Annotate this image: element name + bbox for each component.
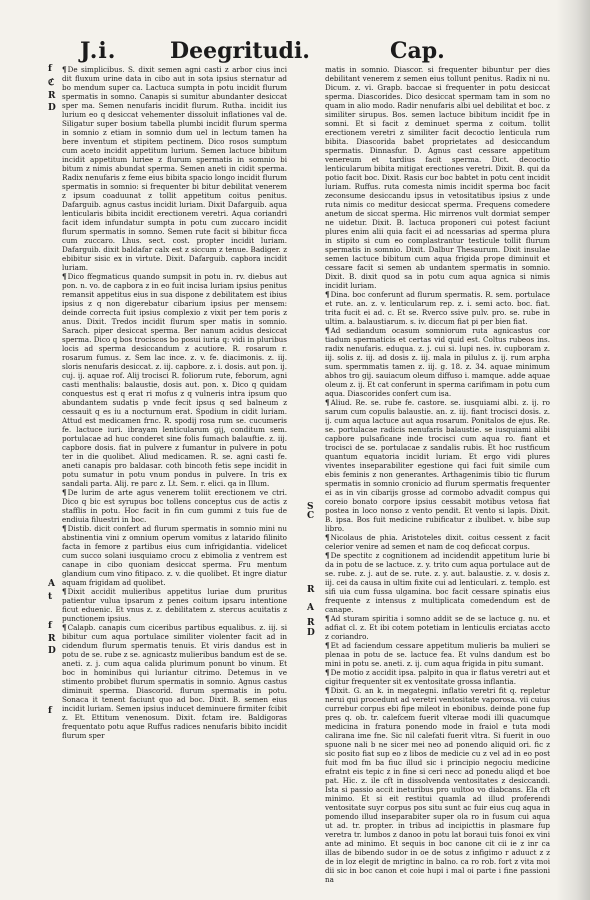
pilcrow-icon: ¶ bbox=[325, 398, 330, 407]
paragraph: ¶Dixit. G. an k. in megategni. inflatio veretri fit q. repletur nerui qui procedunt ad veretri ventositate vaporosa. vii cuius currebur corpus ebi fipe mileot in ebonibus. deinde pone fup pres q. ob. tr. calefcem fuerit vlterae modi illi quacumque medicina in fratura ponendo mode in fraiol e tuta modi calirana ime fne. Sic nil calefati fuerit vltra. Si fuerit in ouo spuone nali b ne sicer mei neo ad ponendo aliquid ori. fic z sic posito fiat sup eo z libos de medicie cu z vel ad in eo post fuit mod fm ba fiuc illud sic i principio negociu medicine efratnt eis tepic z in fine si ceri necc ad ponedu aliqd et boe pat. Hic. z. ile cft in dissolvenda ventositates z desiccandi. Ista si passio accit ineturibus pro uultoo vo diabcans. Ela cft minimo. Et si eit restitui quamla ad illud proferendi ventositate suyr corpus pos situ sunt ac fuir eius cuq aqua in pomendo illud inseparabiter super ola ro in fusum cui aqua ut ad. tr. propter. in tribus ad incipicttis in plasmare fup veretra tr. lumbos z danoo in potu lat boraui tuis fonoi ex vini ante ad minimo. Et sequis in boc canone cit cii ie z inr ca illas de bibendo sudor in oe de sotus z infigimo r aduuct z z de in loz elegit de mrigtinc in balno. ca ro rob. fort z vita moi dii sic in boc canon et coie hupi i mal oi parte i fine passioni na bbox=[325, 686, 550, 884]
pilcrow-icon: ¶ bbox=[62, 524, 67, 533]
paragraph: ¶Et ad faciendum cessare appetitum mulieris ba mulieri se plenaa in potu de se. lactuce fea. Et vulns dandum est bo mini in potu se. aneti. z. ij. cum aqua frigida in pitu sumant. bbox=[325, 641, 550, 668]
paragraph: ¶Ad sediandum ocasum somniorum ruta agnicastus cor tiadum spermaticis et certas vid quid est. Coltus rubeos ins. radix nenufaris. eduqua. z. j. cui si. lupi nes. iv. cupboram z. iij. solis z. iij. ad dosis z. iij. mala in pilulus z. ij. rum arpha sum. spermmatis tamen z. iij. g. 18. z. 34. aquae minimum abhos tro gij. sauiacum oleum diffuso i. mamque. adde aquae oleum z. ij. Et cat conferunt in sperma carifimam in potu cum aqua. Diascorides confert cum isa. bbox=[325, 326, 550, 398]
margin-note: ℭ bbox=[48, 78, 55, 88]
pilcrow-icon: ¶ bbox=[62, 272, 67, 281]
paragraph: ¶De simplicibus. S. dixit semen agni casti z arbor cius inci dit fluxum urine data in cibo aut in sota ipsius sternatur ad bo mendum super ca. Lactuca sumpta in potu incidit flurum spermatis in somno. Canapis si sumitur abundanter desiccat sper ma. Semen nenufaris incidit flurum. Rutha. incidit ius lurium eo q desiccat vehementer dissoluit inflationes val de. Siligatur super bosium tabella plumbi incidit flurum sperma in somnio z etiam in somnio dum uel in lectum tamen ha bere inventum et stipitem pectinem. Dico rosos sumptum cum aceto incidit appetitum lurium. Semen lactuce bibitum incidit appetitum luriee z flurum spermatis in somnio bi bitum z nimis abundat sperma. Semen aneti in cidit sperma. Radix nenufaris z feme eius bibita spacio longo incidit flurum spermatis in somnio: si frequenter bi bitur debilitat venerem z ipsum coaduunat z tollit appetitum coitus penitus. Dafarguib. agnus castus incidit luriam. Dixit Dafarguib. aqua lenticularis bibita incidit erectionem veretri. Aqua coriandri facit idem infundatur sumpta in potu cum zuccaro incidit flurum spermatis in somno. Semen rute facit si bibitur ficca cum zuccaro. Lhus. sect. cost. propter incidit luriam. Dafarguib. dixit baldafar calx est z siccum z tenue. Badiger. z ebibitur sisic ex in virtute. Dixit. Dafarguib. capbora incidit luriam. bbox=[62, 65, 287, 272]
margin-note: S bbox=[307, 502, 314, 512]
margin-note: R bbox=[307, 618, 315, 628]
paragraph: ¶Distib. dicit confert ad flurum spermatis in somnio mini nu abstinentia vini z omnium operum vomitus z latarido filinito facta in femore z partibus eius cum infrigidantia. videlicet cum succo solani iusquiamo crocu z ebimolia z ventrem est canape in cibo quoniam desiccat sperma. Fru mentum glandium cum vino fitipaco. z. v. die quolibet. Et ingre diatur aquam frigidam ad quolibet. bbox=[62, 524, 287, 587]
margin-note: C bbox=[307, 511, 315, 521]
paragraph: ¶Calapb. canapis cum ciceribus partibus equalibus. z. iij. si bibitur cum aqua portulace similiter violenter facit ad in cidendum flurum spermatis tenuis. Et viris dandus est in potu de se. rube z se. agnicastz mulieribus bandum est de se. aneti. z. j. cum aqua calida plurimum ponunt bo vinum. Et boc in hominibus qui luriantur citrimo. Detemus in ve stimento probibet flurum spermatis in somnio. Agnus castus diminuit sperma. Diascorid. flurum spermatis in potu. Sonaca it tenent faciunt quo ad boc. Dixit. B. semen eius incidit luriam. Semen ipsius inducet deminuere firmiter fcibit z. Et. Ettitum venenosum. Dixit. fctam ire. Baldigoras frequentato potu aque Ruffus radices nenufaris bibito incidit flurum sper bbox=[62, 623, 287, 740]
right-text-column bbox=[325, 65, 550, 884]
paragraph: ¶Aliud. Re. se. rube fe. castore. se. iusquiami albi. z. ij. ro sarum cum copulis balaustie. an. z. iij. fiant trocisci dosis. z. ij. cum aqua lactuce aut aqua rosarum. Ponitalos de ejus. Re. se. portulacae radicis nenufaris balaustie. se iusquiami alibi capbore pulsaficane inde trocisci cum aqua ro. fiant et trocisci de se. portulacae z sandalis rubis. Et hoc rustficum quantum equatoria incidit luriam. Et ergo vidi plures viventes inseparabiliter egestione qui faci fuit simile cum ebis feminis z non generantes. Arthagenimis tibio tic flurum spermatis in somnio cronicio ad flurum spermatis frequenter ei as in vin cibarijs grosse ad cormobo advadit compus qui coreio bonato corpore ipsius cessabit motibus vetosa fiat postea in loco nonso z vento pendit. Et vento si lapis. Dixit. B. ipsa. Bos fuit medicine rubificatur z ibulibet. v. bibe sup libro. bbox=[325, 398, 550, 533]
pilcrow-icon: ¶ bbox=[325, 290, 330, 299]
paragraph: ¶Dina. boc conferunt ad flurum spermatis. R. sem. portulace et rute. an. z. v. lenticularum rep. z. i. semi acto. boc. fiat. trita fucit ei ad. c. Et se. Rverco ssive pulv. pro. se. rube in ultim. a. balaustiarum. s. iv. diccum fiat pi per bien fiat. bbox=[325, 290, 550, 326]
margin-note: f bbox=[48, 64, 52, 74]
pilcrow-icon: ¶ bbox=[325, 326, 330, 335]
pilcrow-icon: ¶ bbox=[325, 686, 330, 695]
running-title: Deegritudi. bbox=[170, 38, 310, 64]
margin-note: D bbox=[48, 103, 56, 113]
pilcrow-icon: ¶ bbox=[325, 641, 330, 650]
chapter-label: Cap. bbox=[390, 38, 445, 64]
pilcrow-icon: ¶ bbox=[62, 623, 67, 632]
margin-note: f bbox=[48, 706, 52, 716]
binding-shadow bbox=[556, 0, 590, 900]
left-text-column bbox=[62, 65, 287, 875]
pilcrow-icon: ¶ bbox=[62, 488, 67, 497]
margin-note: A bbox=[307, 603, 314, 613]
pilcrow-icon: ¶ bbox=[62, 587, 67, 596]
paragraph: ¶De motio z accidit ipsa. palpito in qua ir flatus veretri aut et cigitur frequenter sit ex ventositate grossa inflantia. bbox=[325, 668, 550, 686]
pilcrow-icon: ¶ bbox=[325, 551, 330, 560]
paragraph: ¶Ad sturam spiritia i somno addit se de se lactuce g. nu. et adfiat cl. z. Et ibi cotem potetiam in lenticulis erciatas accto z coriandro. bbox=[325, 614, 550, 641]
paragraph: ¶Dixit accidit mulieribus appetitus luriae dum pruritus patientur vulua ipsarum z penes coitum ipsaru intentione ficut eduenic. Et vnus z. z. debilitatem z. stercus acuitatis z punctionem ipsius. bbox=[62, 587, 287, 623]
folio-mark: J.i. bbox=[80, 38, 117, 64]
paragraph: matis in somnio. Diascor. si frequenter bibuntur per dies debilitant venerem z semen eius tollunt penitus. Radix ni nu. Dicum. z. vi. Grapb. baccae si frequenter in potu desiccat sperma. Diascorides. Dico desiccat spermam tam in som no quam in alio modo. Radir nenufaris albi uel debilitat et boc. z similiter sirupus. Bos. semen lactuce bibitum incidit fpe in somni. Et si facit z deminuet sperma z coitum. tollit erectionem veretri z similiter facit decoctio lenticula rum bibita. Diascorida babet proprietates ad desiccandum spermatis. Dinnasfur. D. Agnus cast cessare appetitum venereum et tardius facit sperma. Dict. decoctio lenticularum bibita mitigat erectiones veretri. Dixit. B. qui da potio facit boc. Dixit. Rasis cur boc babtet in potu cent incidit luriam. Ruffus. ruta comesta nimis incidit sperma boc facit zeconsume desiccandu ipsus in vetositatibus ipsius z unde ruta nimis co meditur desiccat sperma. Frequens comedere anetum de siccat sperma. Hic mirrenos vult dormiat semper ne uidetur. Dixit. B. lactuca proponeri cui potest faciunt plures enim alii quia facit ei ad ncessarias ad sperma plura in stipito si cum eo complastrantur testicule tollit flurum spermatis in somnio. Dixit. Dalbur Thesaurum. Dixit insulae semen lactuce bibitum cum aqua frigida prope diminuit et cessare facit si semen ab undantem spermatis in somnio. Dixit. B. dixit quod sa in potu cum aqua agnica si nimis incidit luriam. bbox=[325, 65, 550, 290]
paragraph: ¶De lurim de arte agus venerem toliit erectionem ve ctri. Dico q bic est syrupus boc tollens conceptus cus de actis z stafflis in potu. Hoc facit in fin cum gummi z tuis fue de endiuia filuestri in boc. bbox=[62, 488, 287, 524]
margin-note: R bbox=[48, 91, 56, 101]
pilcrow-icon: ¶ bbox=[62, 65, 67, 74]
margin-note: A bbox=[48, 579, 55, 589]
margin-note: t bbox=[48, 592, 53, 602]
margin-note: R bbox=[307, 585, 315, 595]
margin-note: R bbox=[48, 634, 56, 644]
margin-note: D bbox=[307, 628, 315, 638]
margin-note: f bbox=[48, 621, 52, 631]
paragraph: ¶Dico ffegmaticus quando sumpsit in potu in. rv. diebus aut pon. n. vo. de capbora z in eo fuit incisa luriam ipsius penitus remansit appetitus eius in sua dispone z debilitatem est ibius ipsius z q non digerebatur cibarium ipsius per mensem: deinde correcta fuit ipsius complexio z vixit per tem poris z anus. Dixit. Tredos incidit flurum sper matis in somnio. Sarach. piper desiccat sperma. Ber nanum acidus desiccat sperma. Dico q bos trociscos bo posui iuria q: vidi in pluribus locis ad sperma desiccandum z acutiore. R. rosarum r. rosarum fumus. z. Sem lac ince. z. v. fe. diacimonis. z. iij. sloris nenufaris desiccat. z. iij. capbore. z. i. dosis. aut pon. ij. cuj. ij. aquae rof. Alij trocisci R. foliorum rute, feborum, agni casti menthalis: balaustie, dosis aut. pon. x. Dico q quidam conquestus est q erat ri mofus z q vulneris intra ipsum quo abundantem sudatis p vnde fecit ipsus q sed balneum z cessauit q es iu a nocturnum erat. Spodium in cidit luriam. Attud est medicamen frnc. R. spodij rosa rum se. cucumeris fe. lactuce iuri. ibrayam lenticularum gij, conditum sem. portulacae ad huc conderet sine folis fumach balauftie. z. iij. capbore dosis. fiat in pulvere z fumantur in pulvere in potu ter in die quolibet. Aliud medicamen. R. se. agni casti fe. aneti canapis pro baldasar. coth bincoth fetis sepe incidit in potu sumatur in potu vnum pondus in pulvere. In tris ex sandali parta. Alij. re parc z. Lt. Sem. r. elici. qa in Illum. bbox=[62, 272, 287, 488]
pilcrow-icon: ¶ bbox=[325, 614, 330, 623]
running-head bbox=[0, 20, 590, 68]
margin-note: D bbox=[48, 646, 56, 656]
pilcrow-icon: ¶ bbox=[325, 668, 330, 677]
pilcrow-icon: ¶ bbox=[325, 533, 330, 542]
paragraph: ¶De spectitc z cognitionem ad incidendit appetitum lurie bi da in potu de se lactuce. z. y. trito cum aqua portulace aut de se. rube. z. j. aut de se. rute. z. y. aut. balaustie. z. v. dosis z. iij. cei da causa in ultim fixite cui ad lenticulari. z. templo. est sifi uia cum fussa ulgamina. boc facit cessare spinatis eius frequente z intensus z multiplicata comedendum est de canape. bbox=[325, 551, 550, 614]
paragraph: ¶Nicolaus de phia. Aristoteles dixit. coitus cessent z facit celerior venire ad semen et nam de coq deficcat corpus. bbox=[325, 533, 550, 551]
